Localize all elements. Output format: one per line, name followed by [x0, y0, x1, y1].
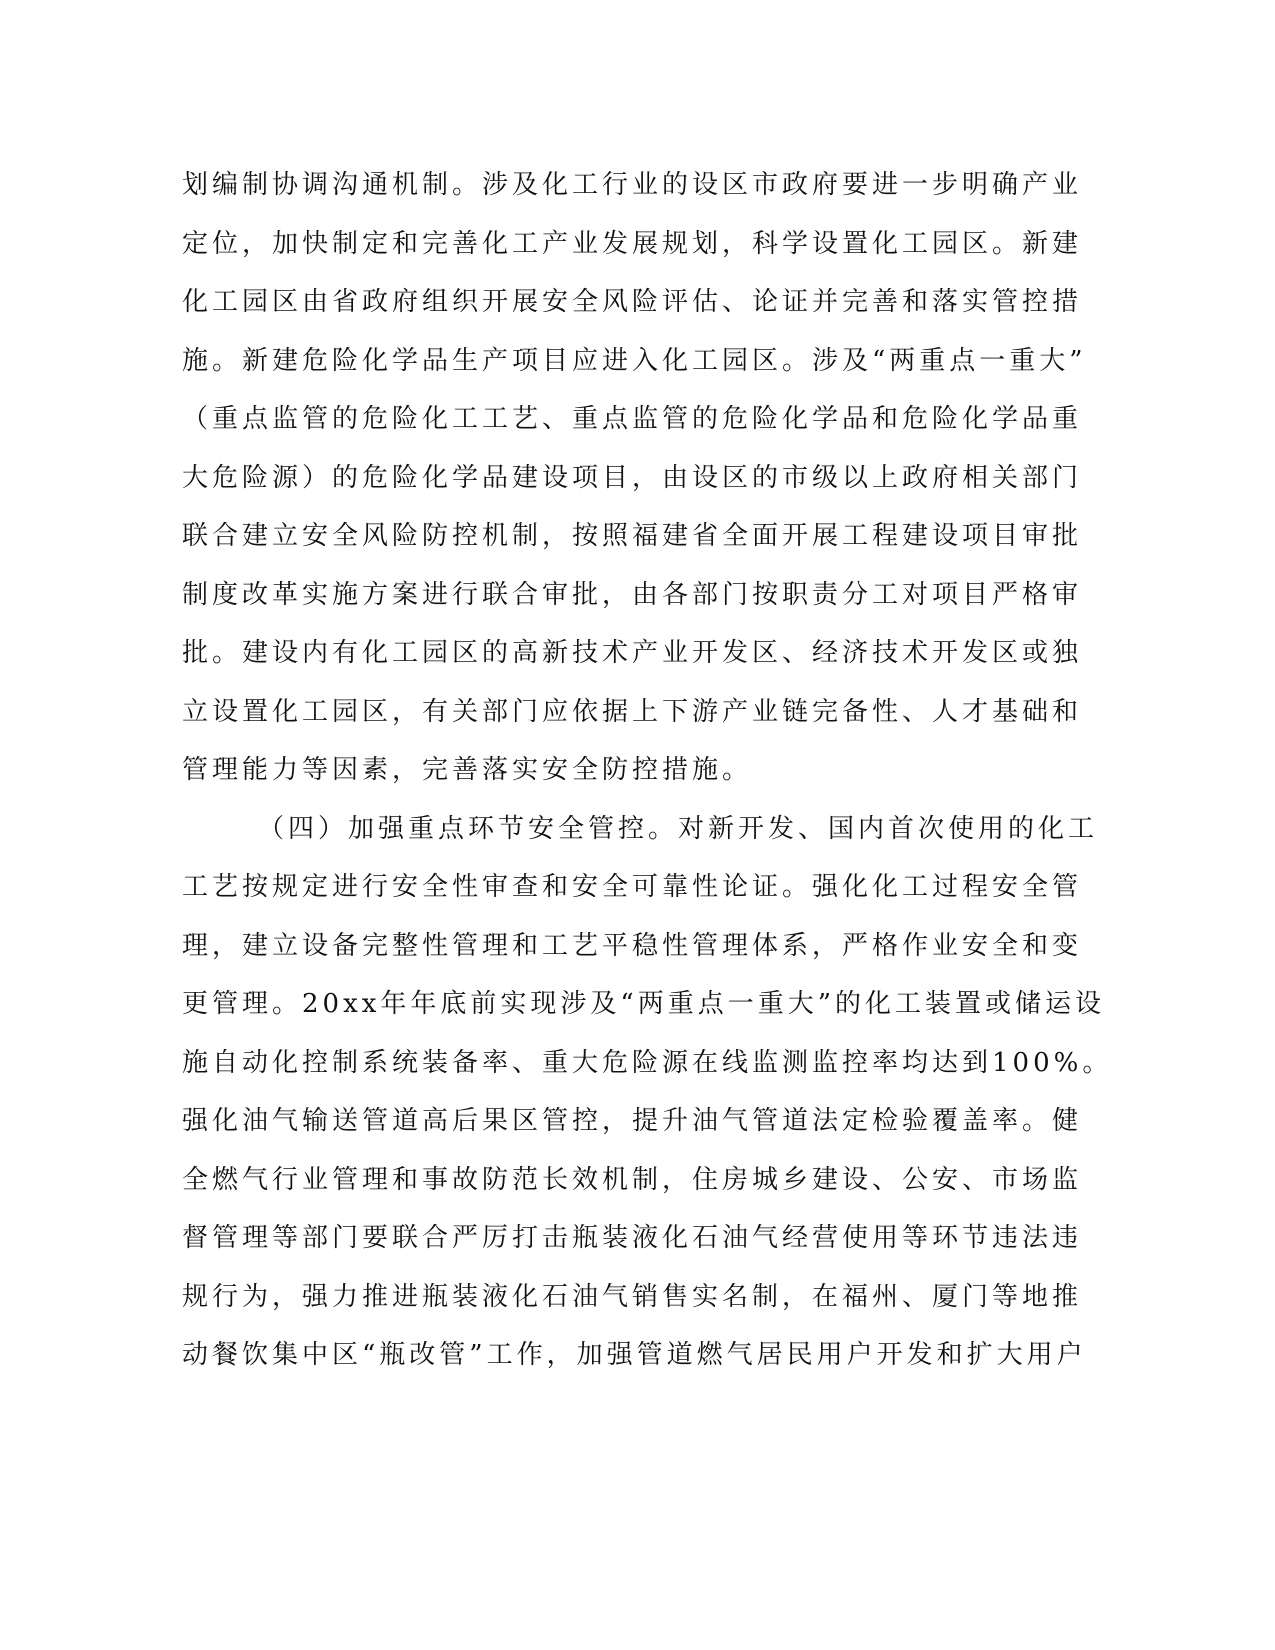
- text-line: 联合建立安全风险防控机制，按照福建省全面开展工程建设项目审批: [182, 521, 1083, 551]
- text-line: 全燃气行业管理和事故防范长效机制，住房城乡建设、公安、市场监: [182, 1164, 1083, 1195]
- text-line: 动餐饮集中区“瓶改管”工作，加强管道燃气居民用户开发和扩大用户: [182, 1340, 1087, 1370]
- text-line: 工艺按规定进行安全性审查和安全可靠性论证。强化化工过程安全管: [182, 872, 1083, 902]
- text-line: 管理能力等因素，完善落实安全防控措施。: [182, 755, 753, 785]
- text-line: 定位，加快制定和完善化工产业发展规划，科学设置化工园区。新建: [182, 228, 1083, 259]
- text-line: 化工园区由省政府组织开展安全风险评估、论证并完善和落实管控措: [182, 287, 1083, 317]
- body-text: [182, 156, 1113, 1385]
- text-line: 批。建设内有化工园区的高新技术产业开发区、经济技术开发区或独: [182, 638, 1083, 668]
- text-line: 制度改革实施方案进行联合审批，由各部门按职责分工对项目严格审: [182, 579, 1083, 610]
- text-line: 大危险源）的危险化学品建设项目，由设区的市级以上政府相关部门: [182, 462, 1083, 493]
- text-line-first-indented: （四）加强重点环节安全管控。对新开发、国内首次使用的化工: [258, 813, 1099, 844]
- text-line: 理，建立设备完整性管理和工艺平稳性管理体系，严格作业安全和变: [182, 930, 1083, 961]
- text-line: 强化油气输送管道高后果区管控，提升油气管道法定检验覆盖率。健: [182, 1106, 1083, 1136]
- text-line: 更管理。20xx年年底前实现涉及“两重点一重大”的化工装置或储运设: [182, 989, 1105, 1019]
- text-line: 施自动化控制系统装备率、重大危险源在线监测监控率均达到100%。: [182, 1047, 1113, 1078]
- text-line: 规行为，强力推进瓶装液化石油气销售实名制，在福州、厦门等地推: [182, 1281, 1083, 1312]
- text-line: 划编制协调沟通机制。涉及化工行业的设区市政府要进一步明确产业: [182, 170, 1083, 200]
- text-line: 施。新建危险化学品生产项目应进入化工园区。涉及“两重点一重大”: [182, 345, 1087, 376]
- text-line: 立设置化工园区，有关部门应依据上下游产业链完备性、人才基础和: [182, 696, 1083, 727]
- paragraph-1: [182, 156, 1087, 800]
- text-line: （重点监管的危险化工工艺、重点监管的危险化学品和危险化学品重: [182, 404, 1083, 434]
- paragraph-2: [182, 800, 1113, 1385]
- text-line: 督管理等部门要联合严厉打击瓶装液化石油气经营使用等环节违法违: [182, 1223, 1083, 1253]
